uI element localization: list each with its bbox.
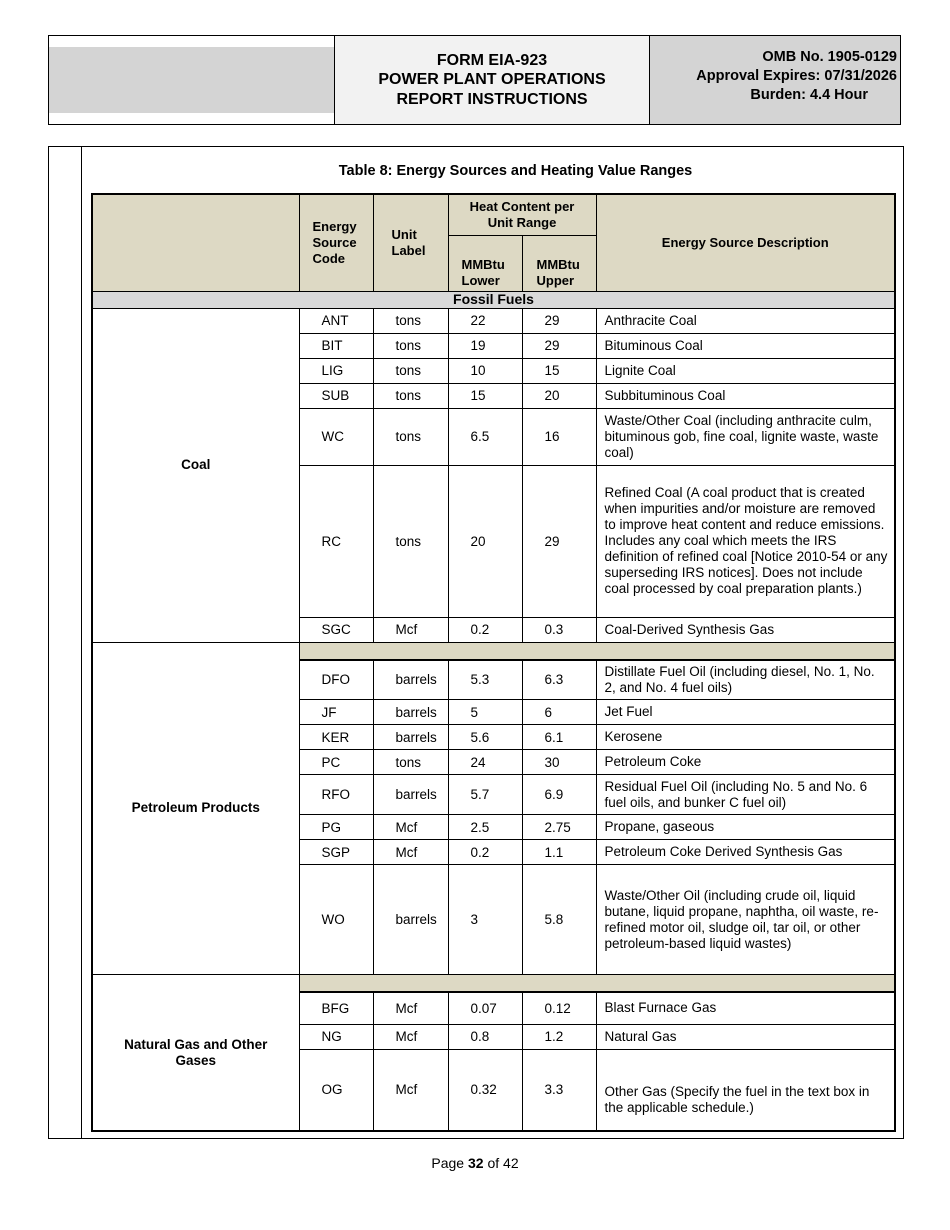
header-form-title bbox=[335, 36, 650, 124]
content-frame bbox=[48, 146, 904, 1139]
mmbtu-lower: 6.5 bbox=[448, 408, 522, 465]
mmbtu-upper: 1.1 bbox=[522, 840, 596, 865]
mmbtu-lower: 5.3 bbox=[448, 660, 522, 700]
approval-expires: Approval Expires: 07/31/2026 bbox=[696, 68, 897, 84]
mmbtu-lower: 0.32 bbox=[448, 1049, 522, 1131]
burden-hours: Burden: 4.4 Hour bbox=[750, 87, 868, 103]
energy-code: WO bbox=[299, 865, 373, 975]
mmbtu-lower: 19 bbox=[448, 333, 522, 358]
unit-label: barrels bbox=[373, 865, 448, 975]
unit-label: tons bbox=[373, 383, 448, 408]
energy-code: SGP bbox=[299, 840, 373, 865]
energy-code: KER bbox=[299, 725, 373, 750]
header-heat-content: Heat Content per Unit Range bbox=[448, 194, 596, 235]
header-lower: MMBtu Lower bbox=[448, 235, 522, 291]
form-title-line1: FORM EIA-923 bbox=[436, 51, 548, 69]
energy-code: JF bbox=[299, 700, 373, 725]
energy-code: OG bbox=[299, 1049, 373, 1131]
page-total: 42 bbox=[503, 1155, 519, 1171]
unit-label: Mcf bbox=[373, 1024, 448, 1049]
category-coal: Coal bbox=[92, 308, 299, 642]
mmbtu-upper: 6 bbox=[522, 700, 596, 725]
energy-description: Petroleum Coke bbox=[596, 750, 895, 775]
mmbtu-lower: 0.2 bbox=[448, 840, 522, 865]
header-code: Energy Source Code bbox=[299, 194, 373, 291]
unit-label: tons bbox=[373, 358, 448, 383]
unit-label: Mcf bbox=[373, 992, 448, 1024]
table-title: Table 8: Energy Sources and Heating Value Ranges bbox=[338, 163, 693, 179]
energy-code: RC bbox=[299, 465, 373, 617]
unit-label: barrels bbox=[373, 660, 448, 700]
mmbtu-upper: 29 bbox=[522, 333, 596, 358]
energy-description: Waste/Other Coal (including anthracite culm, bituminous gob, fine coal, lignite waste, waste coal) bbox=[596, 408, 895, 465]
page-prefix: Page bbox=[431, 1155, 468, 1171]
mmbtu-lower: 5.7 bbox=[448, 775, 522, 815]
header-blank-cell bbox=[92, 194, 299, 291]
mmbtu-lower: 22 bbox=[448, 308, 522, 333]
mmbtu-lower: 0.07 bbox=[448, 992, 522, 1024]
energy-code: NG bbox=[299, 1024, 373, 1049]
mmbtu-lower: 20 bbox=[448, 465, 522, 617]
energy-description: Refined Coal (A coal product that is created when impurities and/or moisture are removed to improve heat content and reduce emissions. Includes any coal which meets the IRS definition of refined coal [Notice 2010-54 or any superseding IRS notices]. Does not include coal processed by coal preparation plants.) bbox=[596, 465, 895, 617]
mmbtu-upper: 0.12 bbox=[522, 992, 596, 1024]
energy-code: BIT bbox=[299, 333, 373, 358]
group-spacer-row bbox=[92, 975, 895, 993]
energy-code: PC bbox=[299, 750, 373, 775]
mmbtu-upper: 3.3 bbox=[522, 1049, 596, 1131]
header-omb-info bbox=[650, 36, 900, 124]
unit-label: tons bbox=[373, 465, 448, 617]
mmbtu-upper: 1.2 bbox=[522, 1024, 596, 1049]
mmbtu-upper: 30 bbox=[522, 750, 596, 775]
frame-divider bbox=[81, 147, 82, 1138]
energy-code: LIG bbox=[299, 358, 373, 383]
unit-label: barrels bbox=[373, 700, 448, 725]
mmbtu-lower: 24 bbox=[448, 750, 522, 775]
energy-code: SGC bbox=[299, 617, 373, 642]
form-header bbox=[48, 35, 901, 125]
energy-code: DFO bbox=[299, 660, 373, 700]
mmbtu-upper: 6.1 bbox=[522, 725, 596, 750]
page-number bbox=[0, 1155, 950, 1171]
unit-label: tons bbox=[373, 333, 448, 358]
mmbtu-upper: 29 bbox=[522, 308, 596, 333]
mmbtu-upper: 0.3 bbox=[522, 617, 596, 642]
energy-code: ANT bbox=[299, 308, 373, 333]
energy-description: Lignite Coal bbox=[596, 358, 895, 383]
group-spacer bbox=[299, 642, 895, 660]
energy-description: Anthracite Coal bbox=[596, 308, 895, 333]
energy-description: Bituminous Coal bbox=[596, 333, 895, 358]
mmbtu-lower: 15 bbox=[448, 383, 522, 408]
energy-description: Propane, gaseous bbox=[596, 815, 895, 840]
energy-code: RFO bbox=[299, 775, 373, 815]
energy-code: SUB bbox=[299, 383, 373, 408]
mmbtu-lower: 0.2 bbox=[448, 617, 522, 642]
mmbtu-lower: 3 bbox=[448, 865, 522, 975]
energy-description: Waste/Other Oil (including crude oil, liquid butane, liquid propane, naphtha, oil waste, re-refined motor oil, sludge oil, tar oil, or other petroleum-based liquid wastes) bbox=[596, 865, 895, 975]
mmbtu-lower: 5 bbox=[448, 700, 522, 725]
form-title-line2: POWER PLANT OPERATIONS bbox=[378, 71, 606, 89]
mmbtu-upper: 15 bbox=[522, 358, 596, 383]
energy-code: WC bbox=[299, 408, 373, 465]
form-title-line3: REPORT INSTRUCTIONS bbox=[396, 90, 588, 108]
page-current: 32 bbox=[467, 1155, 484, 1171]
energy-description: Subbituminous Coal bbox=[596, 383, 895, 408]
mmbtu-lower: 10 bbox=[448, 358, 522, 383]
unit-label: barrels bbox=[373, 775, 448, 815]
omb-number: OMB No. 1905-0129 bbox=[762, 49, 897, 65]
header-unit: Unit Label bbox=[373, 194, 448, 291]
unit-label: tons bbox=[373, 308, 448, 333]
energy-description: Kerosene bbox=[596, 725, 895, 750]
mmbtu-upper: 6.3 bbox=[522, 660, 596, 700]
group-spacer-row bbox=[92, 642, 895, 660]
unit-label: tons bbox=[373, 750, 448, 775]
energy-code: BFG bbox=[299, 992, 373, 1024]
page-of: of bbox=[483, 1155, 504, 1171]
category-petroleum: Petroleum Products bbox=[92, 642, 299, 975]
table-row bbox=[92, 308, 895, 333]
unit-label: Mcf bbox=[373, 1049, 448, 1131]
header-description: Energy Source Description bbox=[596, 194, 895, 291]
header-upper: MMBtu Upper bbox=[522, 235, 596, 291]
header-logo-area bbox=[49, 36, 335, 124]
mmbtu-lower: 2.5 bbox=[448, 815, 522, 840]
unit-label: Mcf bbox=[373, 840, 448, 865]
unit-label: tons bbox=[373, 408, 448, 465]
mmbtu-upper: 20 bbox=[522, 383, 596, 408]
category-natural-gas: Natural Gas and Other Gases bbox=[92, 975, 299, 1132]
mmbtu-upper: 6.9 bbox=[522, 775, 596, 815]
mmbtu-upper: 2.75 bbox=[522, 815, 596, 840]
energy-description: Natural Gas bbox=[596, 1024, 895, 1049]
unit-label: barrels bbox=[373, 725, 448, 750]
energy-code: PG bbox=[299, 815, 373, 840]
mmbtu-upper: 29 bbox=[522, 465, 596, 617]
mmbtu-lower: 5.6 bbox=[448, 725, 522, 750]
mmbtu-upper: 16 bbox=[522, 408, 596, 465]
energy-description: Distillate Fuel Oil (including diesel, No. 1, No. 2, and No. 4 fuel oils) bbox=[596, 660, 895, 700]
energy-description: Blast Furnace Gas bbox=[596, 992, 895, 1024]
group-spacer bbox=[299, 975, 895, 993]
unit-label: Mcf bbox=[373, 617, 448, 642]
energy-description: Jet Fuel bbox=[596, 700, 895, 725]
section-fossil-fuels: Fossil Fuels bbox=[92, 291, 895, 308]
mmbtu-lower: 0.8 bbox=[448, 1024, 522, 1049]
energy-description: Coal-Derived Synthesis Gas bbox=[596, 617, 895, 642]
mmbtu-upper: 5.8 bbox=[522, 865, 596, 975]
energy-description: Other Gas (Specify the fuel in the text box in the applicable schedule.) bbox=[596, 1049, 895, 1131]
header-gray-band bbox=[49, 47, 334, 113]
unit-label: Mcf bbox=[373, 815, 448, 840]
energy-description: Residual Fuel Oil (including No. 5 and No. 6 fuel oils, and bunker C fuel oil) bbox=[596, 775, 895, 815]
energy-description: Petroleum Coke Derived Synthesis Gas bbox=[596, 840, 895, 865]
energy-sources-table bbox=[91, 193, 896, 1132]
